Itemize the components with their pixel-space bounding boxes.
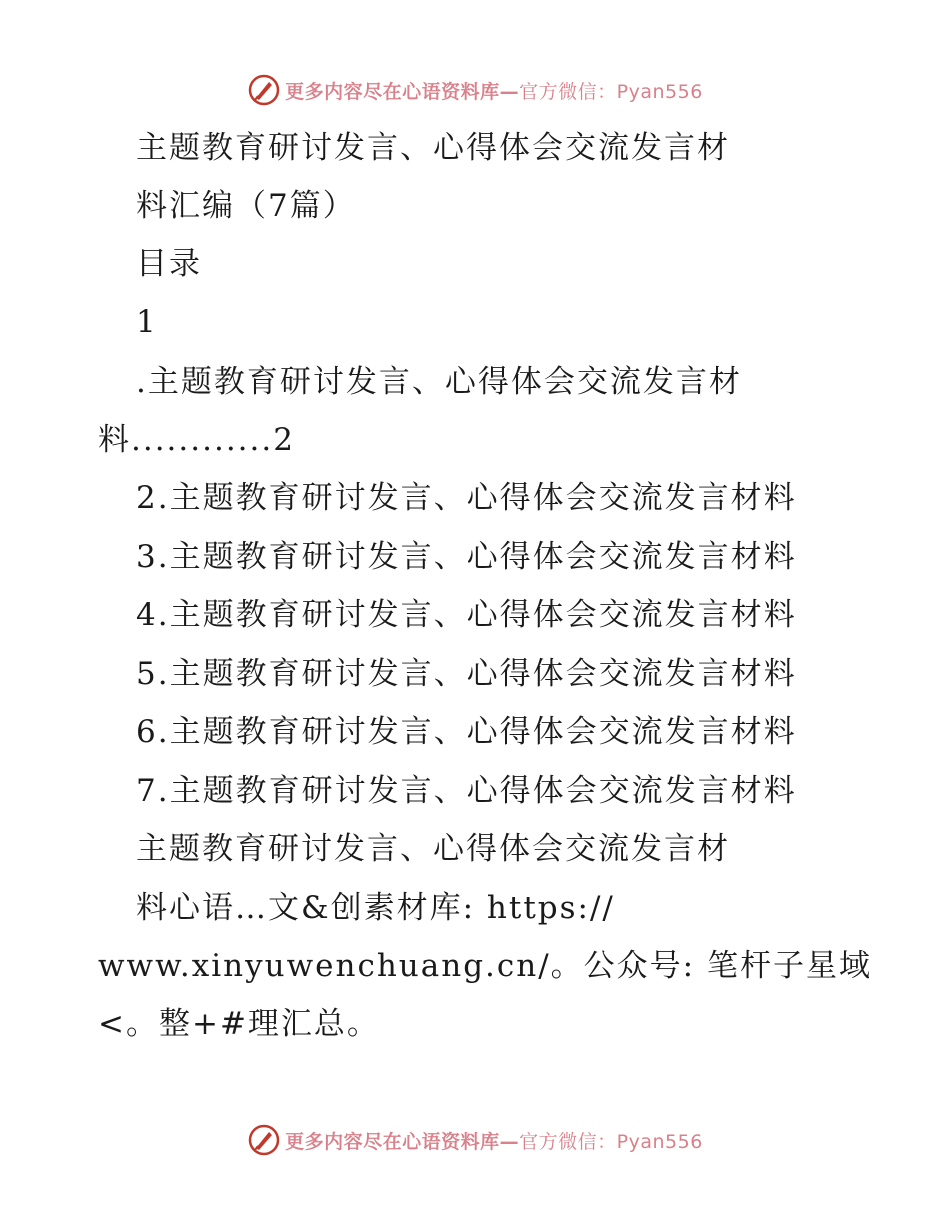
document-title-line-1: 主题教育研讨发言、心得体会交流发言材 [136, 130, 730, 166]
toc-item-1-leader: 料............2 [98, 422, 295, 458]
toc-item-1-number: 1 [136, 304, 158, 340]
toc-item: 3.主题教育研讨发言、心得体会交流发言材料 [136, 539, 797, 575]
toc-item-1-title: .主题教育研讨发言、心得体会交流发言材 [136, 364, 742, 400]
banner-text: 更多内容尽在心语资料库—官方微信：Pyan556 [285, 1130, 703, 1153]
quill-logo-icon [247, 1123, 281, 1157]
toc-item: 5.主题教育研讨发言、心得体会交流发言材料 [136, 656, 797, 692]
toc-item: 7.主题教育研讨发言、心得体会交流发言材料 [136, 773, 797, 809]
header-watermark-banner [0, 70, 950, 110]
quill-logo-icon [247, 73, 281, 107]
banner-text: 更多内容尽在心语资料库—官方微信：Pyan556 [285, 80, 703, 103]
body-text-line: www.xinyuwenchuang.cn/。公众号: 笔杆子星域 [98, 948, 872, 984]
toc-item: 2.主题教育研讨发言、心得体会交流发言材料 [136, 480, 797, 516]
footer-watermark-banner [0, 1120, 950, 1160]
body-text-line: <。整+#理汇总。 [98, 1006, 380, 1042]
body-text-line: 料心语…文&创素材库: https:// [136, 890, 615, 926]
toc-item: 4.主题教育研讨发言、心得体会交流发言材料 [136, 597, 797, 633]
section-title: 主题教育研讨发言、心得体会交流发言材 [136, 831, 730, 867]
toc-heading: 目录 [136, 246, 202, 282]
toc-item: 6.主题教育研讨发言、心得体会交流发言材料 [136, 714, 797, 750]
document-title-line-2: 料汇编（7篇） [136, 188, 356, 224]
